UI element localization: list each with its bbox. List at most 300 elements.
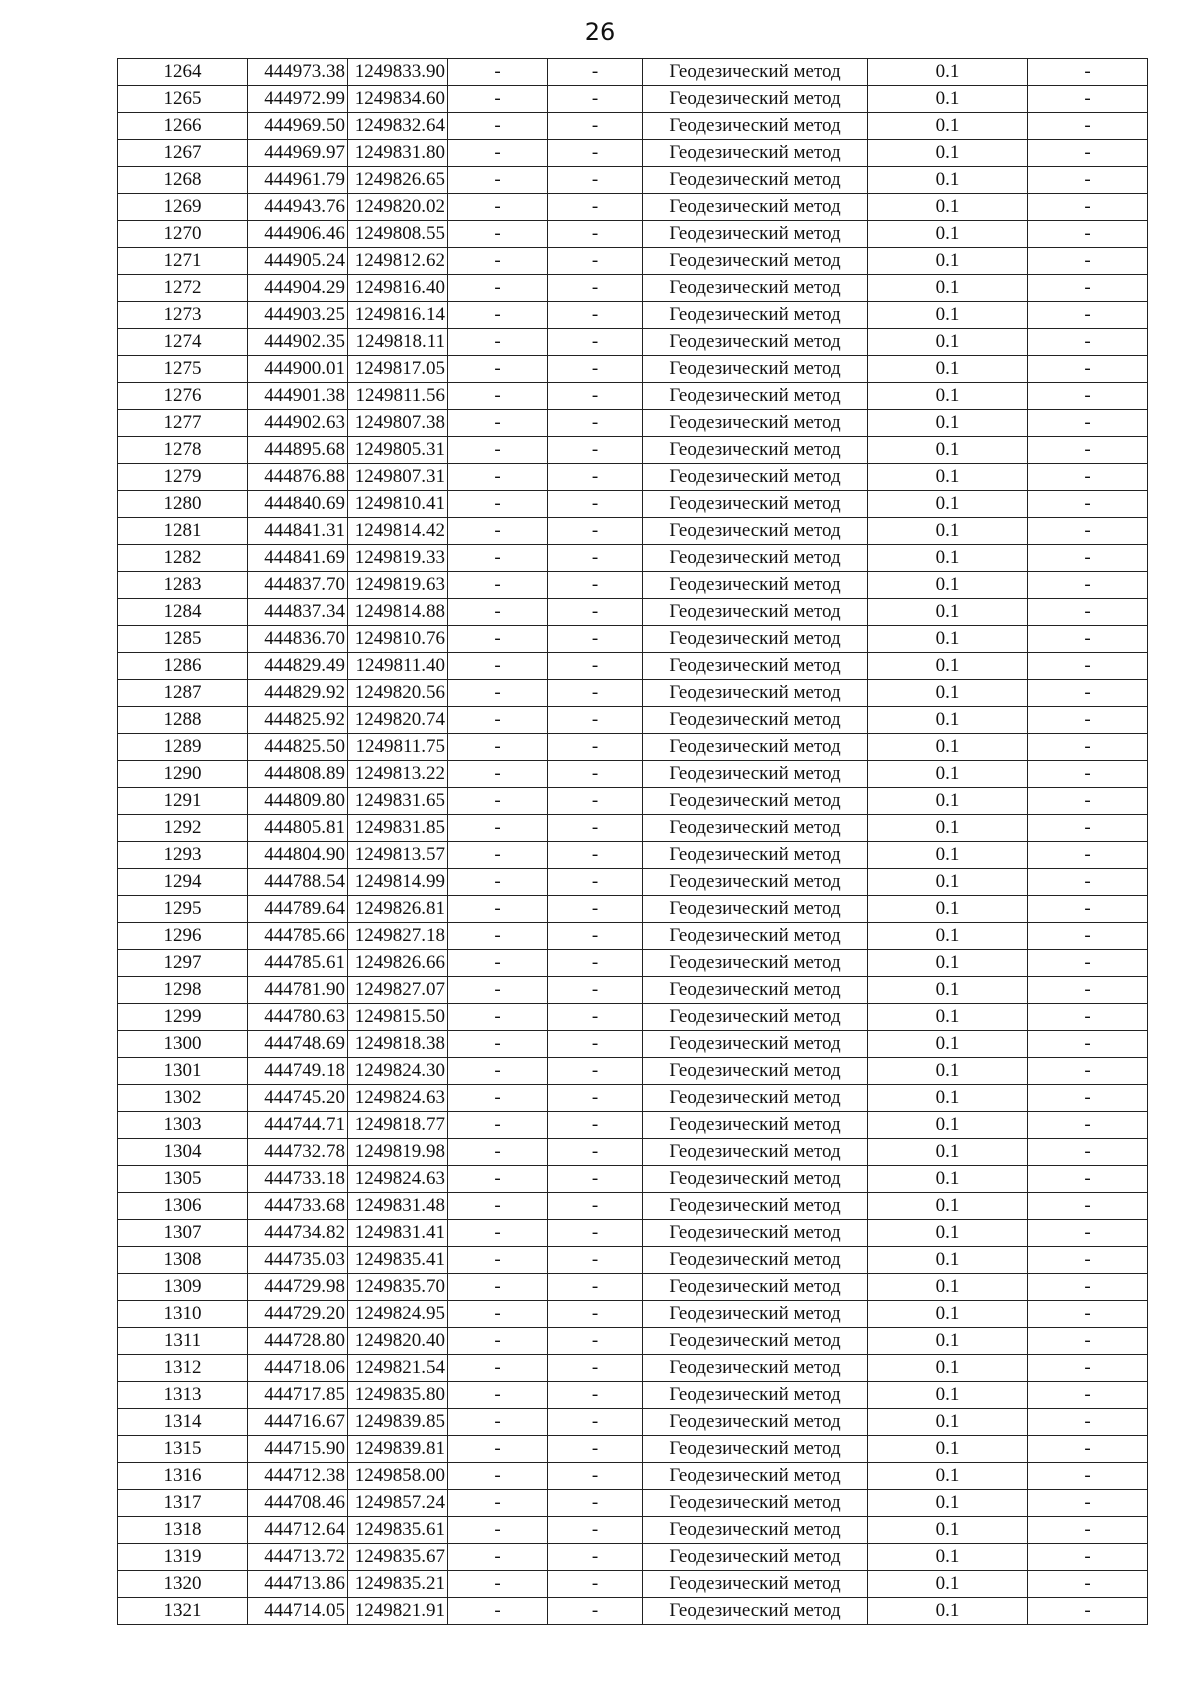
table-row	[118, 140, 1148, 167]
cell-x-coordinate: 444733.18	[248, 1166, 348, 1193]
table-row	[118, 1220, 1148, 1247]
cell-old-x: -	[448, 383, 548, 410]
cell-description: -	[1028, 1463, 1148, 1490]
cell-old-y: -	[548, 545, 643, 572]
cell-method: Геодезический метод	[643, 1058, 868, 1085]
table-row	[118, 1490, 1148, 1517]
cell-method: Геодезический метод	[643, 383, 868, 410]
cell-point-number: 1276	[118, 383, 248, 410]
cell-description: -	[1028, 734, 1148, 761]
cell-method: Геодезический метод	[643, 1031, 868, 1058]
cell-accuracy: 0.1	[868, 869, 1028, 896]
cell-point-number: 1274	[118, 329, 248, 356]
cell-point-number: 1267	[118, 140, 248, 167]
cell-old-x: -	[448, 842, 548, 869]
cell-y-coordinate: 1249811.56	[348, 383, 448, 410]
table-row	[118, 1355, 1148, 1382]
cell-old-y: -	[548, 302, 643, 329]
cell-old-x: -	[448, 977, 548, 1004]
cell-point-number: 1270	[118, 221, 248, 248]
cell-method: Геодезический метод	[643, 1598, 868, 1625]
table-row	[118, 734, 1148, 761]
cell-x-coordinate: 444895.68	[248, 437, 348, 464]
cell-old-y: -	[548, 1031, 643, 1058]
cell-method: Геодезический метод	[643, 1193, 868, 1220]
cell-accuracy: 0.1	[868, 1328, 1028, 1355]
cell-point-number: 1283	[118, 572, 248, 599]
cell-y-coordinate: 1249815.50	[348, 1004, 448, 1031]
cell-x-coordinate: 444715.90	[248, 1436, 348, 1463]
cell-old-y: -	[548, 140, 643, 167]
cell-y-coordinate: 1249810.41	[348, 491, 448, 518]
cell-old-x: -	[448, 923, 548, 950]
cell-x-coordinate: 444837.34	[248, 599, 348, 626]
cell-x-coordinate: 444841.31	[248, 518, 348, 545]
cell-method: Геодезический метод	[643, 86, 868, 113]
cell-accuracy: 0.1	[868, 275, 1028, 302]
table-row	[118, 1409, 1148, 1436]
cell-point-number: 1300	[118, 1031, 248, 1058]
cell-method: Геодезический метод	[643, 653, 868, 680]
cell-accuracy: 0.1	[868, 248, 1028, 275]
table-row	[118, 248, 1148, 275]
table-row	[118, 1544, 1148, 1571]
cell-y-coordinate: 1249816.14	[348, 302, 448, 329]
cell-old-y: -	[548, 194, 643, 221]
cell-accuracy: 0.1	[868, 572, 1028, 599]
cell-point-number: 1316	[118, 1463, 248, 1490]
cell-x-coordinate: 444943.76	[248, 194, 348, 221]
cell-y-coordinate: 1249857.24	[348, 1490, 448, 1517]
cell-accuracy: 0.1	[868, 599, 1028, 626]
cell-accuracy: 0.1	[868, 761, 1028, 788]
cell-x-coordinate: 444732.78	[248, 1139, 348, 1166]
cell-old-x: -	[448, 734, 548, 761]
cell-point-number: 1278	[118, 437, 248, 464]
cell-old-y: -	[548, 1301, 643, 1328]
cell-description: -	[1028, 356, 1148, 383]
cell-description: -	[1028, 869, 1148, 896]
cell-description: -	[1028, 194, 1148, 221]
cell-description: -	[1028, 1436, 1148, 1463]
cell-point-number: 1294	[118, 869, 248, 896]
cell-description: -	[1028, 113, 1148, 140]
cell-accuracy: 0.1	[868, 464, 1028, 491]
cell-point-number: 1282	[118, 545, 248, 572]
cell-description: -	[1028, 1031, 1148, 1058]
table-row	[118, 1193, 1148, 1220]
cell-point-number: 1315	[118, 1436, 248, 1463]
cell-y-coordinate: 1249811.40	[348, 653, 448, 680]
table-row	[118, 1031, 1148, 1058]
cell-x-coordinate: 444840.69	[248, 491, 348, 518]
table-row	[118, 869, 1148, 896]
cell-method: Геодезический метод	[643, 1328, 868, 1355]
cell-old-y: -	[548, 1355, 643, 1382]
cell-old-x: -	[448, 1031, 548, 1058]
cell-method: Геодезический метод	[643, 140, 868, 167]
cell-old-x: -	[448, 680, 548, 707]
cell-old-y: -	[548, 680, 643, 707]
cell-method: Геодезический метод	[643, 896, 868, 923]
cell-description: -	[1028, 59, 1148, 86]
cell-y-coordinate: 1249810.76	[348, 626, 448, 653]
cell-method: Геодезический метод	[643, 545, 868, 572]
cell-old-y: -	[548, 1571, 643, 1598]
table-row	[118, 221, 1148, 248]
cell-y-coordinate: 1249824.63	[348, 1166, 448, 1193]
cell-old-x: -	[448, 140, 548, 167]
cell-old-x: -	[448, 1247, 548, 1274]
cell-accuracy: 0.1	[868, 815, 1028, 842]
cell-accuracy: 0.1	[868, 680, 1028, 707]
cell-method: Геодезический метод	[643, 950, 868, 977]
table-row	[118, 167, 1148, 194]
cell-x-coordinate: 444902.35	[248, 329, 348, 356]
cell-old-x: -	[448, 410, 548, 437]
cell-old-x: -	[448, 788, 548, 815]
cell-old-y: -	[548, 1058, 643, 1085]
cell-x-coordinate: 444903.25	[248, 302, 348, 329]
table-row	[118, 518, 1148, 545]
cell-description: -	[1028, 275, 1148, 302]
cell-method: Геодезический метод	[643, 1571, 868, 1598]
cell-old-y: -	[548, 167, 643, 194]
table-row	[118, 572, 1148, 599]
cell-point-number: 1264	[118, 59, 248, 86]
cell-x-coordinate: 444900.01	[248, 356, 348, 383]
cell-accuracy: 0.1	[868, 1409, 1028, 1436]
table-row	[118, 491, 1148, 518]
cell-description: -	[1028, 1490, 1148, 1517]
cell-y-coordinate: 1249818.38	[348, 1031, 448, 1058]
cell-description: -	[1028, 1166, 1148, 1193]
table-row	[118, 1598, 1148, 1625]
cell-accuracy: 0.1	[868, 302, 1028, 329]
cell-old-x: -	[448, 653, 548, 680]
cell-old-x: -	[448, 1085, 548, 1112]
cell-accuracy: 0.1	[868, 545, 1028, 572]
cell-method: Геодезический метод	[643, 707, 868, 734]
cell-point-number: 1281	[118, 518, 248, 545]
cell-x-coordinate: 444825.50	[248, 734, 348, 761]
cell-old-y: -	[548, 1490, 643, 1517]
cell-x-coordinate: 444901.38	[248, 383, 348, 410]
cell-description: -	[1028, 1328, 1148, 1355]
cell-description: -	[1028, 1571, 1148, 1598]
cell-method: Геодезический метод	[643, 599, 868, 626]
cell-point-number: 1306	[118, 1193, 248, 1220]
cell-old-x: -	[448, 1274, 548, 1301]
cell-point-number: 1289	[118, 734, 248, 761]
cell-accuracy: 0.1	[868, 1544, 1028, 1571]
cell-accuracy: 0.1	[868, 1139, 1028, 1166]
table-body	[118, 59, 1148, 1625]
cell-accuracy: 0.1	[868, 86, 1028, 113]
cell-old-y: -	[548, 1112, 643, 1139]
cell-method: Геодезический метод	[643, 491, 868, 518]
cell-old-x: -	[448, 815, 548, 842]
cell-point-number: 1311	[118, 1328, 248, 1355]
cell-y-coordinate: 1249813.57	[348, 842, 448, 869]
cell-old-y: -	[548, 761, 643, 788]
cell-old-y: -	[548, 1247, 643, 1274]
cell-y-coordinate: 1249820.74	[348, 707, 448, 734]
table-row	[118, 1436, 1148, 1463]
cell-old-x: -	[448, 113, 548, 140]
cell-x-coordinate: 444972.99	[248, 86, 348, 113]
cell-point-number: 1303	[118, 1112, 248, 1139]
cell-y-coordinate: 1249824.30	[348, 1058, 448, 1085]
cell-old-y: -	[548, 1166, 643, 1193]
cell-old-y: -	[548, 653, 643, 680]
cell-point-number: 1287	[118, 680, 248, 707]
cell-old-x: -	[448, 599, 548, 626]
cell-y-coordinate: 1249813.22	[348, 761, 448, 788]
cell-old-y: -	[548, 248, 643, 275]
cell-y-coordinate: 1249814.99	[348, 869, 448, 896]
cell-method: Геодезический метод	[643, 1355, 868, 1382]
table-row	[118, 896, 1148, 923]
cell-old-x: -	[448, 1355, 548, 1382]
table-row	[118, 1112, 1148, 1139]
cell-y-coordinate: 1249824.95	[348, 1301, 448, 1328]
cell-accuracy: 0.1	[868, 383, 1028, 410]
cell-old-y: -	[548, 950, 643, 977]
cell-x-coordinate: 444716.67	[248, 1409, 348, 1436]
cell-method: Геодезический метод	[643, 923, 868, 950]
table-row	[118, 437, 1148, 464]
cell-old-y: -	[548, 626, 643, 653]
cell-description: -	[1028, 248, 1148, 275]
cell-accuracy: 0.1	[868, 734, 1028, 761]
cell-description: -	[1028, 680, 1148, 707]
cell-description: -	[1028, 1220, 1148, 1247]
cell-accuracy: 0.1	[868, 1058, 1028, 1085]
table-row	[118, 626, 1148, 653]
cell-y-coordinate: 1249831.41	[348, 1220, 448, 1247]
table-row	[118, 464, 1148, 491]
cell-old-x: -	[448, 1166, 548, 1193]
cell-accuracy: 0.1	[868, 1598, 1028, 1625]
cell-point-number: 1293	[118, 842, 248, 869]
cell-accuracy: 0.1	[868, 653, 1028, 680]
cell-y-coordinate: 1249826.81	[348, 896, 448, 923]
cell-y-coordinate: 1249835.41	[348, 1247, 448, 1274]
cell-point-number: 1321	[118, 1598, 248, 1625]
cell-method: Геодезический метод	[643, 1301, 868, 1328]
cell-method: Геодезический метод	[643, 1247, 868, 1274]
cell-description: -	[1028, 329, 1148, 356]
cell-accuracy: 0.1	[868, 59, 1028, 86]
cell-old-y: -	[548, 518, 643, 545]
table-row	[118, 1517, 1148, 1544]
cell-x-coordinate: 444876.88	[248, 464, 348, 491]
cell-description: -	[1028, 1409, 1148, 1436]
cell-method: Геодезический метод	[643, 734, 868, 761]
cell-x-coordinate: 444969.50	[248, 113, 348, 140]
cell-old-y: -	[548, 599, 643, 626]
cell-description: -	[1028, 383, 1148, 410]
cell-description: -	[1028, 302, 1148, 329]
cell-old-x: -	[448, 1463, 548, 1490]
cell-accuracy: 0.1	[868, 356, 1028, 383]
cell-y-coordinate: 1249831.80	[348, 140, 448, 167]
cell-y-coordinate: 1249817.05	[348, 356, 448, 383]
table-row	[118, 653, 1148, 680]
cell-accuracy: 0.1	[868, 1436, 1028, 1463]
cell-point-number: 1284	[118, 599, 248, 626]
cell-y-coordinate: 1249831.48	[348, 1193, 448, 1220]
cell-x-coordinate: 444729.98	[248, 1274, 348, 1301]
cell-old-x: -	[448, 302, 548, 329]
cell-description: -	[1028, 1247, 1148, 1274]
cell-method: Геодезический метод	[643, 842, 868, 869]
table-row	[118, 788, 1148, 815]
cell-description: -	[1028, 1193, 1148, 1220]
cell-method: Геодезический метод	[643, 1220, 868, 1247]
cell-description: -	[1028, 626, 1148, 653]
cell-point-number: 1279	[118, 464, 248, 491]
cell-accuracy: 0.1	[868, 113, 1028, 140]
cell-old-y: -	[548, 1004, 643, 1031]
cell-old-x: -	[448, 194, 548, 221]
cell-old-x: -	[448, 1571, 548, 1598]
cell-description: -	[1028, 437, 1148, 464]
cell-point-number: 1320	[118, 1571, 248, 1598]
table-row	[118, 1274, 1148, 1301]
cell-description: -	[1028, 491, 1148, 518]
cell-x-coordinate: 444780.63	[248, 1004, 348, 1031]
table-row	[118, 1085, 1148, 1112]
cell-old-x: -	[448, 1517, 548, 1544]
cell-description: -	[1028, 1301, 1148, 1328]
cell-y-coordinate: 1249818.77	[348, 1112, 448, 1139]
cell-description: -	[1028, 1355, 1148, 1382]
cell-x-coordinate: 444904.29	[248, 275, 348, 302]
cell-old-x: -	[448, 572, 548, 599]
cell-x-coordinate: 444825.92	[248, 707, 348, 734]
cell-old-x: -	[448, 950, 548, 977]
cell-method: Геодезический метод	[643, 761, 868, 788]
cell-x-coordinate: 444805.81	[248, 815, 348, 842]
cell-accuracy: 0.1	[868, 1166, 1028, 1193]
cell-old-x: -	[448, 761, 548, 788]
cell-method: Геодезический метод	[643, 1463, 868, 1490]
table-row	[118, 1463, 1148, 1490]
cell-y-coordinate: 1249835.61	[348, 1517, 448, 1544]
cell-description: -	[1028, 1598, 1148, 1625]
cell-point-number: 1269	[118, 194, 248, 221]
cell-old-y: -	[548, 842, 643, 869]
cell-description: -	[1028, 896, 1148, 923]
cell-x-coordinate: 444714.05	[248, 1598, 348, 1625]
cell-y-coordinate: 1249820.56	[348, 680, 448, 707]
table-row	[118, 1004, 1148, 1031]
cell-point-number: 1308	[118, 1247, 248, 1274]
cell-old-x: -	[448, 1409, 548, 1436]
cell-point-number: 1301	[118, 1058, 248, 1085]
cell-x-coordinate: 444906.46	[248, 221, 348, 248]
cell-x-coordinate: 444712.64	[248, 1517, 348, 1544]
cell-description: -	[1028, 86, 1148, 113]
cell-x-coordinate: 444712.38	[248, 1463, 348, 1490]
cell-method: Геодезический метод	[643, 59, 868, 86]
cell-y-coordinate: 1249832.64	[348, 113, 448, 140]
cell-point-number: 1307	[118, 1220, 248, 1247]
cell-accuracy: 0.1	[868, 221, 1028, 248]
cell-method: Геодезический метод	[643, 464, 868, 491]
cell-point-number: 1291	[118, 788, 248, 815]
cell-description: -	[1028, 842, 1148, 869]
table-row	[118, 1301, 1148, 1328]
cell-point-number: 1273	[118, 302, 248, 329]
table-row	[118, 707, 1148, 734]
cell-old-x: -	[448, 1112, 548, 1139]
cell-accuracy: 0.1	[868, 194, 1028, 221]
cell-x-coordinate: 444789.64	[248, 896, 348, 923]
cell-x-coordinate: 444717.85	[248, 1382, 348, 1409]
coordinates-table	[117, 58, 1148, 1625]
cell-old-x: -	[448, 1058, 548, 1085]
cell-accuracy: 0.1	[868, 167, 1028, 194]
cell-y-coordinate: 1249819.98	[348, 1139, 448, 1166]
cell-point-number: 1275	[118, 356, 248, 383]
cell-method: Геодезический метод	[643, 1004, 868, 1031]
cell-x-coordinate: 444961.79	[248, 167, 348, 194]
cell-method: Геодезический метод	[643, 1436, 868, 1463]
cell-point-number: 1277	[118, 410, 248, 437]
table-row	[118, 1382, 1148, 1409]
cell-old-x: -	[448, 518, 548, 545]
cell-point-number: 1314	[118, 1409, 248, 1436]
cell-old-y: -	[548, 221, 643, 248]
cell-old-y: -	[548, 896, 643, 923]
cell-method: Геодезический метод	[643, 518, 868, 545]
cell-method: Геодезический метод	[643, 572, 868, 599]
cell-accuracy: 0.1	[868, 1463, 1028, 1490]
cell-point-number: 1272	[118, 275, 248, 302]
cell-x-coordinate: 444809.80	[248, 788, 348, 815]
cell-point-number: 1285	[118, 626, 248, 653]
table-row	[118, 842, 1148, 869]
cell-description: -	[1028, 545, 1148, 572]
cell-method: Геодезический метод	[643, 302, 868, 329]
table-row	[118, 545, 1148, 572]
cell-old-y: -	[548, 869, 643, 896]
cell-accuracy: 0.1	[868, 626, 1028, 653]
cell-old-x: -	[448, 437, 548, 464]
table-row	[118, 1139, 1148, 1166]
cell-old-y: -	[548, 59, 643, 86]
cell-point-number: 1292	[118, 815, 248, 842]
cell-x-coordinate: 444735.03	[248, 1247, 348, 1274]
cell-old-y: -	[548, 734, 643, 761]
cell-accuracy: 0.1	[868, 1031, 1028, 1058]
cell-accuracy: 0.1	[868, 1355, 1028, 1382]
cell-description: -	[1028, 1544, 1148, 1571]
cell-y-coordinate: 1249839.81	[348, 1436, 448, 1463]
cell-x-coordinate: 444745.20	[248, 1085, 348, 1112]
cell-old-y: -	[548, 1193, 643, 1220]
cell-old-x: -	[448, 1382, 548, 1409]
cell-description: -	[1028, 1382, 1148, 1409]
cell-old-x: -	[448, 1193, 548, 1220]
cell-x-coordinate: 444804.90	[248, 842, 348, 869]
cell-y-coordinate: 1249820.02	[348, 194, 448, 221]
cell-method: Геодезический метод	[643, 1490, 868, 1517]
cell-old-x: -	[448, 1301, 548, 1328]
